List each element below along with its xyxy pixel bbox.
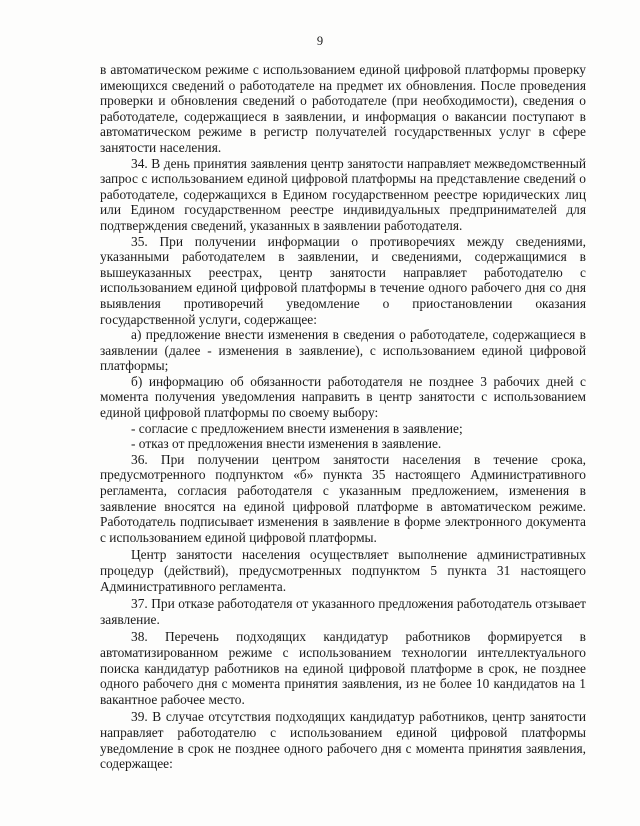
paragraph-36: 36. При получении центром занятости населения в течение срока, предусмотренного подпунктом «б» пункта 35 настоящего Административного регламента, согласия работодателя с указанным предложением, изменения в заявление вносятся на единой цифровой платформе в автоматическом режиме. Работодатель подписывает изменения в заявление в форме электронного документа с использованием единой цифровой платформы. xyxy=(100,451,586,545)
paragraph-37: 37. При отказе работодателя от указанного предложения работодатель отзывает заявление. xyxy=(100,596,586,627)
paragraph-35-b: б) информацию об обязанности работодателя не позднее 3 рабочих дней с момента получения уведомления направить в центр занятости с использованием единой цифровой платформы по своему выбору: xyxy=(100,373,586,421)
paragraph-35-b-option-1: - согласие с предложением внести изменения в заявление; xyxy=(131,420,463,436)
paragraph-35-a: а) предложение внести изменения в сведения о работодателе, содержащиеся в заявлении (далее - изменения в заявление), с использованием единой цифровой платформы; xyxy=(100,327,586,374)
paragraph-39: 39. В случае отсутствия подходящих кандидатур работников, центр занятости направляет работодателю с использованием единой цифровой платформы уведомление в срок не позднее одного рабочего дня с момента принятия заявления, содержащее: xyxy=(100,709,586,772)
page-number: 9 xyxy=(316,34,324,48)
document-body xyxy=(100,62,586,772)
paragraph-38: 38. Перечень подходящих кандидатур работников формируется в автоматизированном режиме с использованием технологии интеллектуального поиска кандидатур работников на единой цифровой платформе в срок, не позднее одного рабочего дня с момента принятия заявления, из не более 10 кандидатов на 1 вакантное рабочее место. xyxy=(100,629,586,707)
paragraph-35: 35. При получении информации о противоречиях между сведениями, указанными работодателем в заявлении, и сведениями, содержащимися в вышеуказанных реестрах, центр занятости направляет работодателю с использованием единой цифровой платформы в течение одного рабочего дня со дня выявления противоречий уведомление о приостановлении оказания государственной услуги, содержащее: xyxy=(100,233,586,327)
paragraph-36-continued: Центр занятости населения осуществляет выполнение административных процедур (действий), предусмотренных подпунктом 5 пункта 31 настоящего Административного регламента. xyxy=(100,547,586,594)
paragraph-35-b-option-2: - отказ от предложения внести изменения в заявление. xyxy=(131,436,442,452)
paragraph-continuation: в автоматическом режиме с использованием единой цифровой платформы проверку имеющихся сведений о работодателе на предмет их обновления. После проведения проверки и обновления сведений о работодателе (при необходимости), сведения о работодателе, содержащиеся в заявлении, и информация о вакансии поступают в автоматическом режиме в регистр получателей государственных услуг в сфере занятости населения. xyxy=(100,62,586,155)
paragraph-34: 34. В день принятия заявления центр занятости направляет межведомственный запрос с использованием единой цифровой платформы на представление сведений о работодателе, содержащихся в Едином государственном реестре юридических лиц или Едином государственном реестре индивидуальных предпринимателей для подтверждения сведений, указанных в заявлении работодателя. xyxy=(100,155,586,233)
